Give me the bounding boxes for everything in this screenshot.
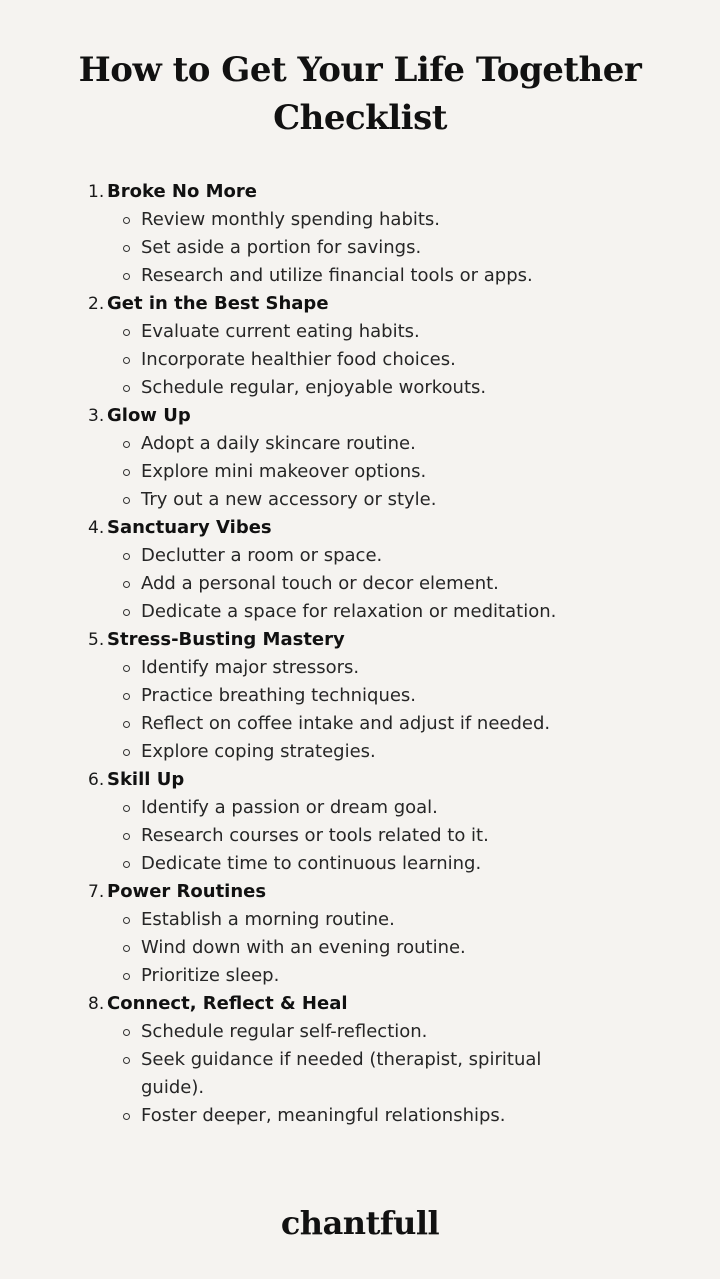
page-title-line2: Checklist	[273, 98, 447, 138]
checklist-item-text: Review monthly spending habits.	[141, 209, 441, 230]
checklist-item	[0, 1018, 720, 1046]
checklist-item-text: Foster deeper, meaningful relationships.	[141, 1105, 506, 1126]
section-heading-row	[0, 766, 720, 794]
checklist-item-text: Dedicate time to continuous learning.	[141, 853, 482, 874]
hollow-circle-bullet-icon	[123, 245, 130, 252]
section-heading: Skill Up	[107, 769, 185, 790]
hollow-circle-bullet-icon	[123, 721, 130, 728]
checklist-section	[0, 514, 720, 626]
checklist-item	[0, 822, 720, 850]
checklist-item	[0, 850, 720, 878]
hollow-circle-bullet-icon	[123, 833, 130, 840]
checklist-item-text: Reflect on coffee intake and adjust if needed.	[141, 713, 551, 734]
section-heading: Stress-Busting Mastery	[107, 629, 345, 650]
checklist	[0, 178, 720, 1130]
checklist-item-text: Seek guidance if needed (therapist, spiritual guide).	[141, 1049, 542, 1098]
section-number: 3.	[88, 406, 105, 426]
section-heading-row	[0, 402, 720, 430]
section-number: 2.	[88, 294, 105, 314]
hollow-circle-bullet-icon	[123, 497, 130, 504]
checklist-item-text: Research courses or tools related to it.	[141, 825, 489, 846]
section-heading: Get in the Best Shape	[107, 293, 329, 314]
checklist-item-text: Add a personal touch or decor element.	[141, 573, 499, 594]
section-number: 1.	[88, 182, 105, 202]
checklist-section	[0, 626, 720, 766]
checklist-item-text: Evaluate current eating habits.	[141, 321, 420, 342]
section-heading: Broke No More	[107, 181, 257, 202]
section-heading-row	[0, 290, 720, 318]
checklist-item	[0, 682, 720, 710]
checklist-item	[0, 654, 720, 682]
brand-logo: chantfull	[280, 1204, 440, 1242]
checklist-item	[0, 346, 720, 374]
checklist-item-text: Prioritize sleep.	[141, 965, 280, 986]
hollow-circle-bullet-icon	[123, 609, 130, 616]
section-heading-row	[0, 178, 720, 206]
checklist-item-text: Establish a morning routine.	[141, 909, 395, 930]
hollow-circle-bullet-icon	[123, 1057, 130, 1064]
hollow-circle-bullet-icon	[123, 665, 130, 672]
hollow-circle-bullet-icon	[123, 217, 130, 224]
hollow-circle-bullet-icon	[123, 973, 130, 980]
section-heading: Connect, Reflect & Heal	[107, 993, 348, 1014]
checklist-item	[0, 934, 720, 962]
checklist-item-text: Try out a new accessory or style.	[141, 489, 437, 510]
checklist-item-text: Identify a passion or dream goal.	[141, 797, 438, 818]
checklist-item	[0, 598, 720, 626]
checklist-item-text: Research and utilize financial tools or apps.	[141, 265, 533, 286]
hollow-circle-bullet-icon	[123, 469, 130, 476]
checklist-item	[0, 374, 720, 402]
checklist-item	[0, 206, 720, 234]
section-number: 7.	[88, 882, 105, 902]
checklist-item-text: Identify major stressors.	[141, 657, 360, 678]
section-heading: Power Routines	[107, 881, 267, 902]
checklist-item-text: Explore coping strategies.	[141, 741, 376, 762]
checklist-item	[0, 458, 720, 486]
page-title: How to Get Your Life Together	[78, 50, 642, 90]
section-heading-row	[0, 878, 720, 906]
section-number: 8.	[88, 994, 105, 1014]
hollow-circle-bullet-icon	[123, 553, 130, 560]
checklist-section	[0, 990, 720, 1130]
checklist-item	[0, 570, 720, 598]
checklist-section	[0, 878, 720, 990]
checklist-item	[0, 486, 720, 514]
checklist-item	[0, 234, 720, 262]
checklist-item-text: Declutter a room or space.	[141, 545, 383, 566]
checklist-section	[0, 178, 720, 290]
hollow-circle-bullet-icon	[123, 329, 130, 336]
hollow-circle-bullet-icon	[123, 357, 130, 364]
checklist-item-text: Adopt a daily skincare routine.	[141, 433, 416, 454]
hollow-circle-bullet-icon	[123, 441, 130, 448]
checklist-item-text: Dedicate a space for relaxation or meditation.	[141, 601, 557, 622]
checklist-item	[0, 906, 720, 934]
checklist-item-text: Explore mini makeover options.	[141, 461, 427, 482]
hollow-circle-bullet-icon	[123, 749, 130, 756]
checklist-item	[0, 962, 720, 990]
section-heading-row	[0, 514, 720, 542]
checklist-item	[0, 430, 720, 458]
checklist-item	[0, 1102, 720, 1130]
hollow-circle-bullet-icon	[123, 1029, 130, 1036]
hollow-circle-bullet-icon	[123, 385, 130, 392]
section-number: 6.	[88, 770, 105, 790]
section-heading: Glow Up	[107, 405, 191, 426]
section-heading: Sanctuary Vibes	[107, 517, 272, 538]
checklist-item-text: Schedule regular self-reflection.	[141, 1021, 428, 1042]
checklist-item-text: Set aside a portion for savings.	[141, 237, 422, 258]
checklist-item	[0, 738, 720, 766]
hollow-circle-bullet-icon	[123, 945, 130, 952]
checklist-section	[0, 402, 720, 514]
checklist-section	[0, 290, 720, 402]
hollow-circle-bullet-icon	[123, 693, 130, 700]
checklist-item	[0, 794, 720, 822]
hollow-circle-bullet-icon	[123, 805, 130, 812]
hollow-circle-bullet-icon	[123, 273, 130, 280]
checklist-item	[0, 1046, 720, 1102]
section-heading-row	[0, 990, 720, 1018]
checklist-item-text: Wind down with an evening routine.	[141, 937, 466, 958]
hollow-circle-bullet-icon	[123, 861, 130, 868]
checklist-item-text: Practice breathing techniques.	[141, 685, 417, 706]
section-heading-row	[0, 626, 720, 654]
hollow-circle-bullet-icon	[123, 917, 130, 924]
checklist-item-text: Schedule regular, enjoyable workouts.	[141, 377, 487, 398]
hollow-circle-bullet-icon	[123, 581, 130, 588]
checklist-item	[0, 542, 720, 570]
checklist-item	[0, 710, 720, 738]
checklist-item	[0, 318, 720, 346]
hollow-circle-bullet-icon	[123, 1113, 130, 1120]
section-number: 4.	[88, 518, 105, 538]
checklist-section	[0, 766, 720, 878]
section-number: 5.	[88, 630, 105, 650]
checklist-item-text: Incorporate healthier food choices.	[141, 349, 456, 370]
checklist-item	[0, 262, 720, 290]
